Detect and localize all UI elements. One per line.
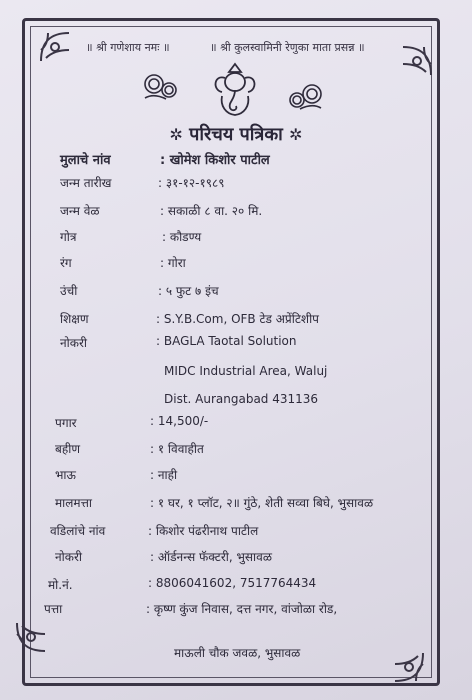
detail-label: मालमत्ता bbox=[55, 496, 92, 510]
detail-value: : किशोर पंढरीनाथ पाटील bbox=[148, 524, 259, 538]
detail-value: : १ घर, १ प्लॉट, २॥ गुंठे, शेती सव्वा बिघे, भुसावळ bbox=[150, 496, 374, 510]
detail-value: माऊली चौक जवळ, भुसावळ bbox=[174, 646, 301, 660]
detail-value: Dist. Aurangabad 431136 bbox=[164, 392, 319, 406]
detail-label: उंची bbox=[60, 284, 78, 298]
detail-label: बहीण bbox=[55, 442, 81, 456]
detail-value: : नाही bbox=[150, 468, 178, 482]
corner-ornament-icon bbox=[38, 30, 72, 64]
detail-label: मो.नं. bbox=[48, 578, 73, 592]
flower-icon bbox=[142, 72, 180, 102]
detail-value: : सकाळी ८ वा. २० मि. bbox=[160, 204, 263, 218]
detail-value: : गोरा bbox=[160, 256, 186, 270]
detail-label: वडिलांचे नांव bbox=[50, 524, 106, 538]
detail-value: : खोमेश किशोर पाटील bbox=[160, 153, 270, 168]
detail-value: : ५ फुट ७ इंच bbox=[158, 284, 219, 298]
detail-label: गोत्र bbox=[60, 230, 77, 244]
detail-label: भाऊ bbox=[55, 468, 76, 482]
right-invocation: ॥ श्री कुलस्वामिनी रेणुका माता प्रसन्न ॥ bbox=[210, 41, 365, 54]
corner-ornament-icon bbox=[400, 44, 434, 78]
detail-value: : 8806041602, 7517764434 bbox=[148, 576, 317, 590]
detail-value: : कौडण्य bbox=[162, 230, 202, 244]
detail-value: : BAGLA Taotal Solution bbox=[156, 334, 297, 348]
flower-icon bbox=[286, 82, 324, 112]
detail-label: जन्म वेळ bbox=[60, 204, 100, 218]
corner-ornament-icon bbox=[392, 650, 426, 684]
detail-label: रंग bbox=[60, 256, 72, 270]
detail-value: : S.Y.B.Com, OFB टेड अप्रेंटिशीप bbox=[156, 312, 320, 326]
detail-label: नोकरी bbox=[60, 336, 88, 350]
star-icon: ✲ bbox=[289, 125, 303, 144]
star-icon: ✲ bbox=[169, 125, 183, 144]
detail-value: : १ विवाहीत bbox=[150, 442, 204, 456]
document-title bbox=[0, 122, 472, 146]
detail-label: मुलाचे नांव bbox=[60, 153, 111, 168]
detail-value: : ३१-१२-१९८९ bbox=[158, 176, 225, 190]
detail-label: जन्म तारीख bbox=[60, 176, 112, 190]
detail-value: : ऑर्डनन्स फॅक्टरी, भुसावळ bbox=[150, 550, 272, 564]
left-invocation: ॥ श्री गणेशाय नमः ॥ bbox=[86, 41, 170, 54]
detail-value: : 14,500/- bbox=[150, 414, 209, 428]
detail-label: पत्ता bbox=[44, 602, 63, 616]
ganesha-icon bbox=[208, 60, 262, 118]
detail-value: MIDC Industrial Area, Waluj bbox=[164, 364, 328, 378]
detail-value: : कृष्ण कुंज निवास, दत्त नगर, वांजोळा रोड, bbox=[146, 602, 338, 616]
corner-ornament-icon bbox=[14, 620, 48, 654]
detail-label: शिक्षण bbox=[60, 312, 89, 326]
detail-label: पगार bbox=[55, 416, 77, 430]
detail-label: नोकरी bbox=[55, 550, 83, 564]
title-text: परिचय पत्रिका bbox=[189, 124, 283, 145]
